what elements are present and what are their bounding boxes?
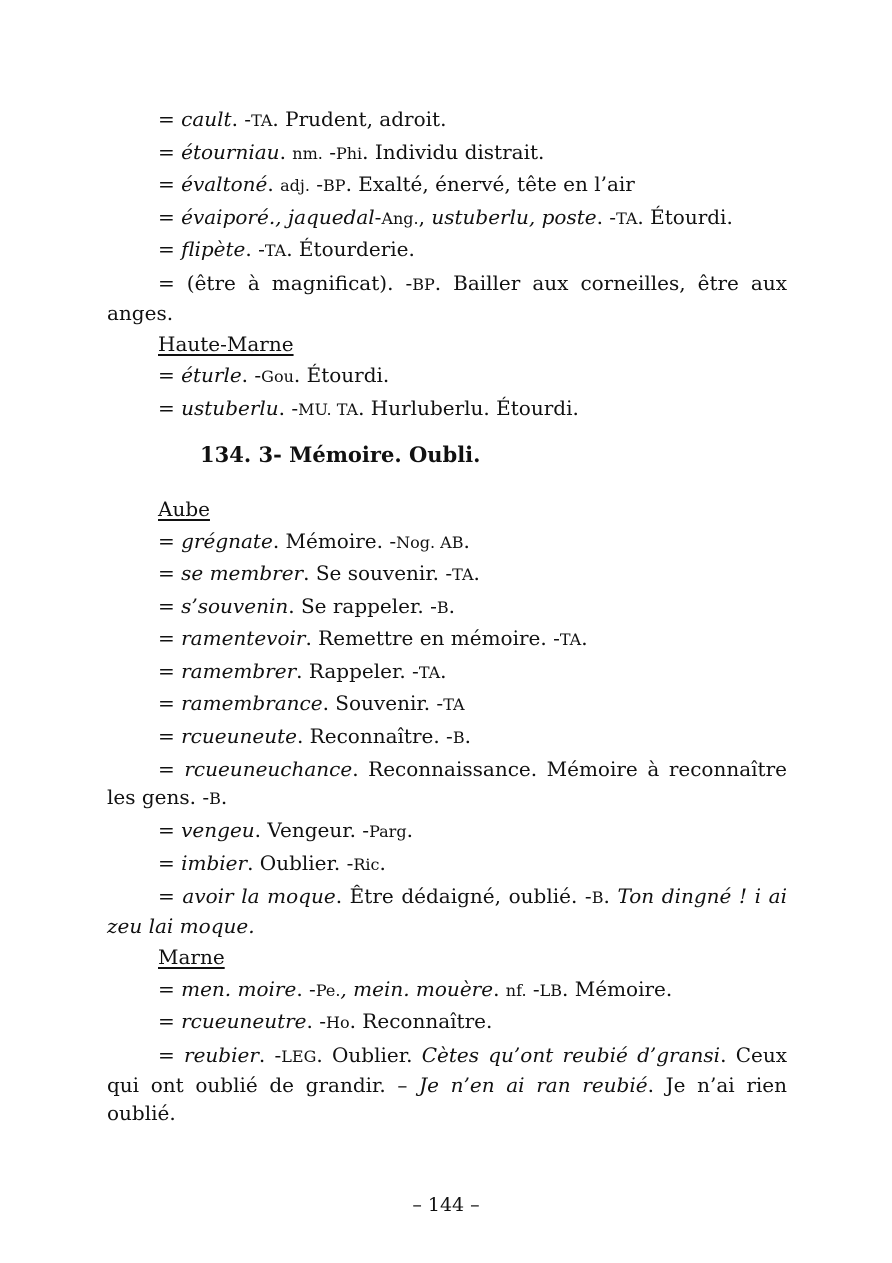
entry-reubier — [107, 1041, 787, 1127]
headword: vengeu — [181, 818, 255, 842]
headword: évaiporé., jaquedal — [181, 204, 375, 229]
definition: . Se souvenir. - — [303, 561, 453, 585]
region-label: Haute-Marne — [158, 331, 294, 356]
punct: , — [418, 204, 432, 229]
region-heading-aube — [107, 494, 787, 526]
source-abbr: TA — [418, 662, 441, 682]
entry-marker: = — [158, 818, 182, 842]
definition: . Rappeler. - — [296, 658, 419, 683]
section-heading: 134. 3- Mémoire. Oubli. — [200, 442, 481, 467]
source-abbr: Parg — [369, 822, 407, 841]
definition: . Reconnaître. — [349, 1009, 493, 1033]
source-abbr: LB — [539, 980, 563, 1000]
source-abbr: TA — [452, 565, 474, 584]
punct: . — [581, 626, 588, 650]
definition: . Oublier. — [316, 1042, 422, 1067]
entry-eturle — [107, 360, 787, 393]
definition: . Mémoire. — [562, 976, 673, 1001]
example-phrase: Je n’en ai ran reubié — [419, 1072, 648, 1097]
punct: . - — [278, 395, 299, 420]
definition: . Exalté, énervé, tête en l’air — [345, 172, 635, 196]
entry-rcueuneute — [107, 721, 787, 754]
entry-marker: = — [158, 172, 182, 196]
punct: - — [309, 172, 324, 196]
source-abbr: Pe. — [315, 980, 341, 1000]
headword: rcueuneuchance — [184, 757, 353, 781]
entry-evaipore — [107, 202, 787, 235]
entry-rcueuneutre — [107, 1006, 787, 1039]
translation: . Ceux qui ont oublié de grandir. – — [107, 1042, 787, 1097]
definition: . Individu distrait. — [362, 139, 545, 164]
entry-marker: = — [158, 626, 182, 650]
definition: . Vengeur. - — [254, 818, 370, 842]
entry-marker: = — [158, 237, 182, 261]
entry-ramembrance — [107, 688, 787, 721]
definition: . Prudent, adroit. — [272, 107, 447, 131]
punct: . - — [258, 1042, 282, 1067]
headword: reubier — [184, 1042, 259, 1067]
definition: . Bailler aux corneilles, être aux anges. — [107, 270, 787, 325]
definition: . Mémoire. - — [272, 528, 397, 553]
grammar-abbr: nm. — [292, 143, 323, 163]
entry-marker: = — [158, 658, 182, 683]
grammar-abbr: adj. — [280, 176, 310, 195]
source-abbr: TA — [264, 241, 287, 260]
headword: éturle — [181, 363, 242, 387]
definition: . Étourderie. — [286, 237, 415, 261]
entry-marker: = — [158, 593, 182, 618]
punct: . — [448, 593, 455, 618]
entry-marker: = — [158, 850, 182, 875]
region-label: Aube — [158, 497, 210, 521]
headword: ramentevoir — [181, 626, 306, 650]
entry-marker: = — [158, 363, 182, 387]
entry-marker: = — [158, 395, 182, 420]
definition: . Hurluberlu. Étourdi. — [358, 395, 579, 420]
headword: ramembrer — [181, 658, 297, 683]
headword: ustuberlu, poste — [431, 204, 597, 229]
source-abbr: Ho — [326, 1013, 350, 1032]
entry-flipete — [107, 234, 787, 267]
entry-avoir-la-moque — [107, 882, 787, 940]
punct: - — [322, 139, 336, 164]
entry-etourniau — [107, 137, 787, 170]
definition: . Étourdi. — [637, 204, 733, 229]
entry-imbier — [107, 848, 787, 881]
headword: évaltoné — [181, 172, 268, 196]
punct: . - — [245, 237, 265, 261]
punct: . - — [231, 107, 252, 131]
entry-marker: = — [158, 976, 182, 1001]
source-abbr: Nog. AB — [396, 532, 464, 552]
entry-text: = (être à magnificat). - — [158, 270, 413, 295]
glossary-block-top — [107, 104, 787, 425]
source-abbr: TA — [443, 695, 465, 714]
example-phrase: Ton dingné ! i ai zeu lai moque. — [107, 884, 788, 938]
entry-vengeu — [107, 815, 787, 848]
definition: . Remettre en mémoire. - — [305, 626, 560, 650]
headword: rcueuneutre — [181, 1009, 307, 1033]
entry-ramembrer — [107, 656, 787, 689]
region-heading-marne — [107, 942, 787, 974]
punct: . - — [596, 204, 617, 229]
entry-marker: = — [158, 204, 182, 229]
source-abbr: BP — [412, 274, 435, 294]
definition: . Se rappeler. - — [288, 593, 437, 618]
definition: . Souvenir. - — [322, 691, 444, 715]
source-abbr: TA — [559, 630, 582, 649]
definition: . Reconnaissance. Mémoire à reconnaître les gens. - — [107, 757, 787, 809]
example-phrase: Cètes qu’ont reubié d’gransi — [421, 1042, 721, 1067]
source-abbr: LEG — [281, 1046, 317, 1066]
punct: . - — [241, 363, 262, 387]
source-abbr: B — [591, 888, 604, 907]
headword: grégnate — [181, 528, 273, 553]
punct: . — [440, 658, 447, 683]
punct: . — [279, 139, 293, 164]
definition: . Reconnaître. - — [296, 723, 453, 748]
entry-marker: = — [158, 139, 182, 164]
source-abbr: B — [209, 789, 221, 808]
region-heading-haute-marne — [107, 329, 787, 361]
punct: . — [464, 723, 471, 748]
punct: . — [267, 172, 281, 196]
entry-marker: = — [158, 528, 182, 553]
entry-rcueuneuchance — [107, 755, 787, 813]
punct: . — [406, 818, 413, 842]
page-number: – 144 – — [412, 1194, 480, 1216]
punct: . — [473, 561, 480, 585]
headword: avoir la moque — [182, 884, 336, 908]
headword: cault — [181, 107, 232, 131]
source-abbr: Gou — [261, 367, 294, 386]
source-abbr: Ric — [353, 854, 380, 874]
punct: . — [220, 785, 228, 809]
grammar-abbr: nf. — [505, 980, 527, 1000]
punct: . — [463, 528, 470, 553]
entry-se-membrer — [107, 558, 787, 591]
source-abbr: B — [436, 597, 449, 617]
headword: flipète — [181, 237, 246, 261]
entry-marker: = — [158, 561, 182, 585]
translation: . Je n’ai rien oublié. — [107, 1072, 788, 1125]
source-abbr: TA — [251, 111, 273, 130]
headword: se membrer — [181, 561, 304, 585]
source-abbr: B — [452, 727, 465, 747]
source-abbr: Phi — [335, 143, 363, 163]
entry-gregnate — [107, 526, 787, 559]
source-abbr: TA — [616, 208, 638, 228]
region-label: Marne — [158, 945, 225, 969]
entry-marker: = — [158, 1009, 182, 1033]
headword: imbier — [181, 850, 248, 875]
source-abbr: BP — [323, 176, 346, 195]
entry-marker: = — [158, 1042, 185, 1067]
punct: . — [493, 976, 506, 1001]
entry-marker: = — [158, 757, 185, 781]
punct: . - — [296, 976, 316, 1001]
entry-marker: = — [158, 723, 182, 748]
punct: . — [379, 850, 386, 875]
entry-marker: = — [158, 691, 182, 715]
glossary-block-bottom — [107, 494, 787, 1129]
entry-ssouvenin — [107, 591, 787, 624]
entry-ustuberlu — [107, 393, 787, 426]
headword: s’souvenin — [181, 593, 289, 618]
entry-marker: = — [158, 884, 183, 908]
entry-magnificat — [107, 269, 787, 327]
source-abbr: Ang. — [381, 208, 419, 228]
entry-marker: = — [158, 107, 182, 131]
entry-ramentevoir — [107, 623, 787, 656]
punct: - — [526, 976, 540, 1001]
punct: - — [374, 204, 382, 229]
headword: étourniau — [181, 139, 280, 164]
punct: . — [603, 884, 618, 908]
definition: . Être dédaigné, oublié. - — [335, 884, 592, 908]
headword: , mein. mouère — [340, 976, 494, 1001]
headword: ramembrance — [181, 691, 323, 715]
entry-cault — [107, 104, 787, 137]
headword: men. moire — [181, 976, 297, 1001]
headword: rcueuneute — [181, 723, 297, 748]
headword: ustuberlu — [181, 395, 279, 420]
definition: . Oublier. - — [247, 850, 354, 875]
punct: . - — [306, 1009, 326, 1033]
entry-evaltone — [107, 169, 787, 202]
entry-men-moire — [107, 974, 787, 1007]
definition: . Étourdi. — [293, 363, 390, 387]
source-abbr: MU. TA — [298, 399, 359, 419]
